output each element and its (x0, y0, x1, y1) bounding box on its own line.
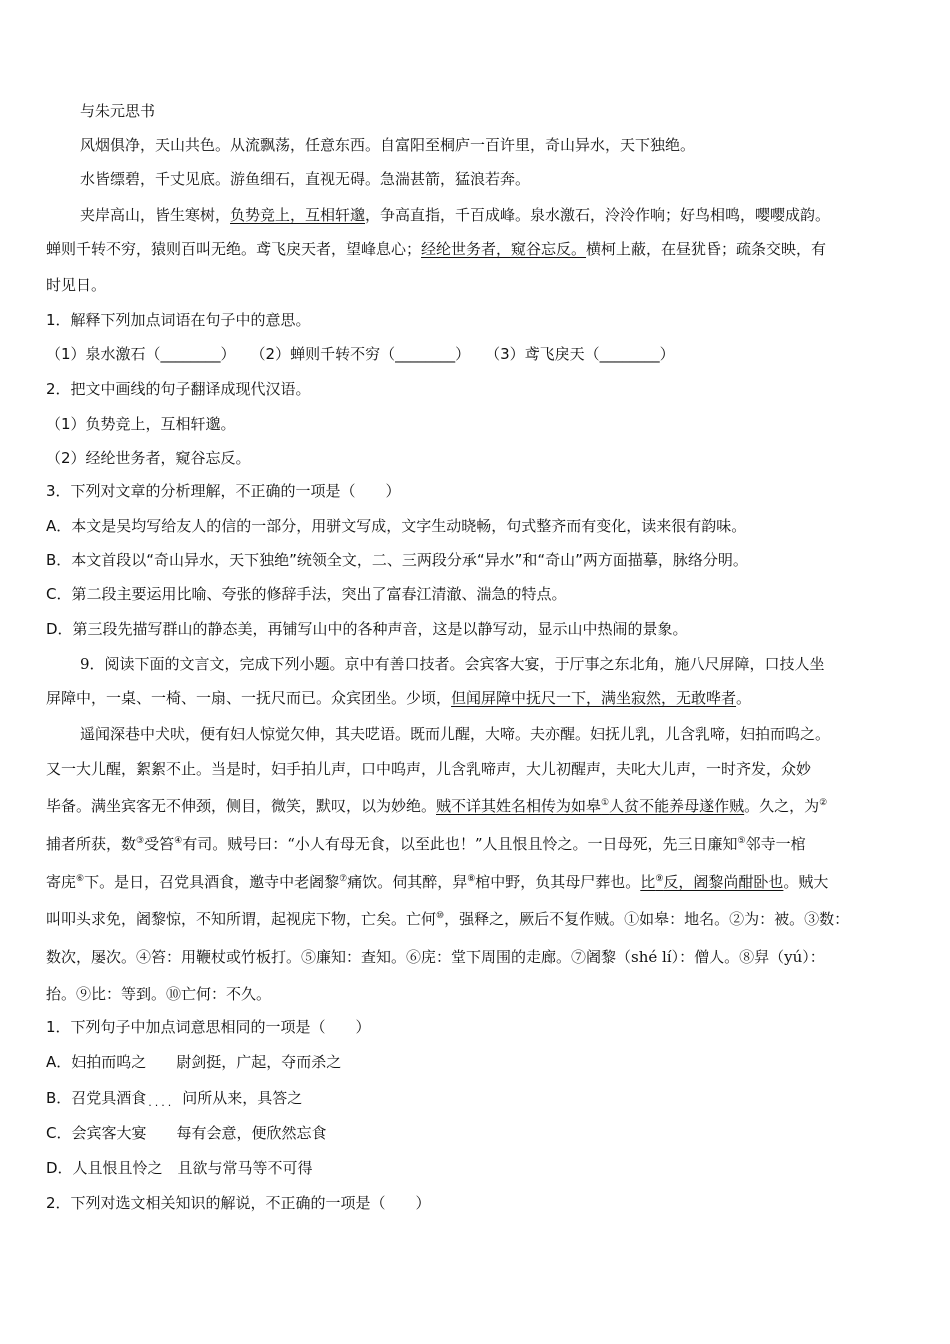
text-segment: 毕备。满坐宾客无不伸颈，侧目，微笑，默叹，以为妙绝。 (46, 797, 437, 815)
text-segment: ，争高直指，千百成峰。泉水激石，泠泠作响；好鸟相鸣，嘤嘤成韵。 (365, 206, 831, 224)
footnote-marker: ⑧ (467, 874, 476, 884)
question-2-1-option-a: A．妇拍而呜之 尉剑挺，广起，夺而杀之 (46, 1053, 342, 1071)
footnote-marker: ⑤ (737, 836, 746, 846)
text-segment: 棺中野，负其母尸葬也。 (475, 873, 641, 891)
text-segment: 下。是日，召党具酒食，邀寺中老阇黎 (84, 873, 340, 891)
text-segment: B．召党具酒食 (46, 1089, 147, 1107)
question-1: 1．解释下列加点词语在句子中的意思。 (46, 311, 311, 329)
question-2-1-option-d: D．人且恨且怜之 且欲与常马等不可得 (46, 1159, 313, 1177)
text-segment: 寄庑 (46, 873, 77, 891)
footnote-marker: ② (819, 798, 828, 808)
question-3-option-b: B．本文首段以“奇山异水，天下独绝”统领全文，二、三两段分承“异水”和“奇山”两方面描摹，脉络分明。 (46, 551, 748, 569)
footnote-marker: ⑥ (76, 874, 85, 884)
footnote-marker: ⑩ (436, 911, 445, 921)
text-segment: 。贼大 (783, 873, 829, 891)
question-2: 2．把文中画线的句子翻译成现代汉语。 (46, 380, 311, 398)
passage-2-line-6 (46, 834, 806, 854)
underlined-sentence-4 (436, 797, 744, 815)
question-2-1: 1．下列句子中加点词意思相同的一项是（ ） (46, 1018, 371, 1036)
passage-2-line-7 (46, 872, 828, 892)
passage-2-line-8 (46, 909, 849, 929)
passage-2-line-2 (46, 688, 751, 708)
question-2-1-option-c: C．会宾客大宴 每有会意，便欣然忘食 (46, 1124, 327, 1142)
text-segment: 反，阇黎尚酣卧也 (663, 873, 784, 891)
passage-paragraph-2: 水皆缥碧，千丈见底。游鱼细石，直视无碍。急湍甚箭，猛浪若奔。 (80, 170, 531, 188)
text-segment: 贼不详其姓名相传为如皋 (436, 797, 602, 815)
question-3-option-d: D．第三段先描写群山的静态美，再铺写山中的各种声音，这是以静写动，显示山中热闹的景象。 (46, 620, 688, 638)
underlined-sentence-2: 经纶世务者，窥谷忘反。 (421, 240, 587, 258)
underlined-sentence-5 (640, 873, 783, 891)
text-segment: 。久之，为 (744, 797, 820, 815)
text-segment: 比 (640, 873, 656, 891)
passage-paragraph-3-line-2 (46, 239, 826, 259)
underlined-sentence-3: 但闻屏障中抚尺一下，满坐寂然，无敢哗者 (451, 689, 737, 707)
question-2-2: 2．下列对选文相关知识的解说，不正确的一项是（ ） (46, 1194, 431, 1212)
text-segment: 捕者所获，数 (46, 835, 137, 853)
text-segment: 。 (736, 689, 752, 707)
passage-2-line-4: 又一大儿醒，絮絮不止。当是时，妇手拍儿声，口中呜声，儿含乳啼声，大儿初醒声，夫叱大儿声，一时齐发，众妙 (46, 760, 812, 778)
text-segment: 横柯上蔽，在昼犹昏；疏条交映，有 (586, 240, 827, 258)
text-segment: ，强释之，厥后不复作贼。①如皋：地名。②为：被。③数： (444, 910, 850, 928)
underlined-sentence-1: 负势竞上，互相轩邈 (230, 206, 366, 224)
question-3-option-a: A．本文是吴均写给友人的信的一部分，用骈文写成，文字生动晓畅，句式整齐而有变化，读来很有韵味。 (46, 517, 747, 535)
text-segment: 受笞 (144, 835, 175, 853)
question-3: 3．下列对文章的分析理解，不正确的一项是（ ） (46, 482, 401, 500)
passage-2-line-9: 数次，屡次。④笞：用鞭杖或竹板打。⑤廉知：查知。⑥庑：堂下周围的走廊。⑦阇黎（shé lí）：僧人。⑧舁（yú）： (46, 948, 825, 966)
text-segment: 痛饮。伺其醉，舁 (347, 873, 468, 891)
passage-2-line-5 (46, 796, 827, 816)
text-segment: 有司。贼号曰：“小人有母无食，以至此也！”人且恨且怜之。一日母死，先三日廉知 (182, 835, 738, 853)
question-2-1-option-b (46, 1088, 302, 1112)
question-3-option-c: C．第二段主要运用比喻、夸张的修辞手法，突出了富春江清澈、湍急的特点。 (46, 585, 567, 603)
footnote-marker: ① (601, 798, 610, 808)
text-segment: 问所从来，具答之 (182, 1089, 303, 1107)
text-segment: 邻寺一棺 (745, 835, 806, 853)
footnote-marker: ④ (174, 836, 183, 846)
passage-2-line-1: 9．阅读下面的文言文，完成下列小题。京中有善口技者。会宾客大宴，于厅事之东北角，施八尺屏障，口技人坐 (80, 655, 825, 673)
passage-paragraph-3-line-1 (80, 205, 830, 225)
passage-2-line-3: 遥闻深巷中犬吠，便有妇人惊觉欠伸，其夫呓语。既而儿醒，大啼。夫亦醒。妇抚儿乳，儿含乳啼，妇拍而呜之。 (80, 725, 831, 743)
footnote-marker: ③ (136, 836, 145, 846)
footnote-marker: ⑨ (655, 874, 664, 884)
question-2-item-1: （1）负势竞上，互相轩邈。 (46, 415, 236, 433)
passage-title: 与朱元思书 (80, 102, 156, 120)
text-segment: 夹岸高山，皆生寒树， (80, 206, 231, 224)
text-segment: 人贫不能养母遂作贼 (609, 797, 745, 815)
passage-paragraph-1: 风烟俱净，天山共色。从流飘荡，任意东西。自富阳至桐庐一百许里，奇山异水，天下独绝。 (80, 136, 696, 154)
passage-2-line-10: 抬。⑨比：等到。⑩亡何：不久。 (46, 985, 272, 1003)
passage-paragraph-3-line-3: 时见日。 (46, 276, 107, 294)
text-segment: 屏障中，一桌、一椅、一扇、一抚尺而已。众宾团坐。少顷， (46, 689, 452, 707)
text-segment: 叫叩头求免，阇黎惊，不知所谓，起视庑下物，亡矣。亡何 (46, 910, 437, 928)
question-1-items: （1）泉水激石（________） （2）蝉则千转不穷（________） （3）鸢飞戾天（________） (46, 345, 675, 363)
text-segment: 蝉则千转不穷，猿则百叫无绝。鸢飞戾天者，望峰息心； (46, 240, 422, 258)
footnote-marker: ⑦ (339, 874, 348, 884)
emphasis-dots: ···· (148, 1099, 175, 1112)
question-2-item-2: （2）经纶世务者，窥谷忘反。 (46, 449, 251, 467)
